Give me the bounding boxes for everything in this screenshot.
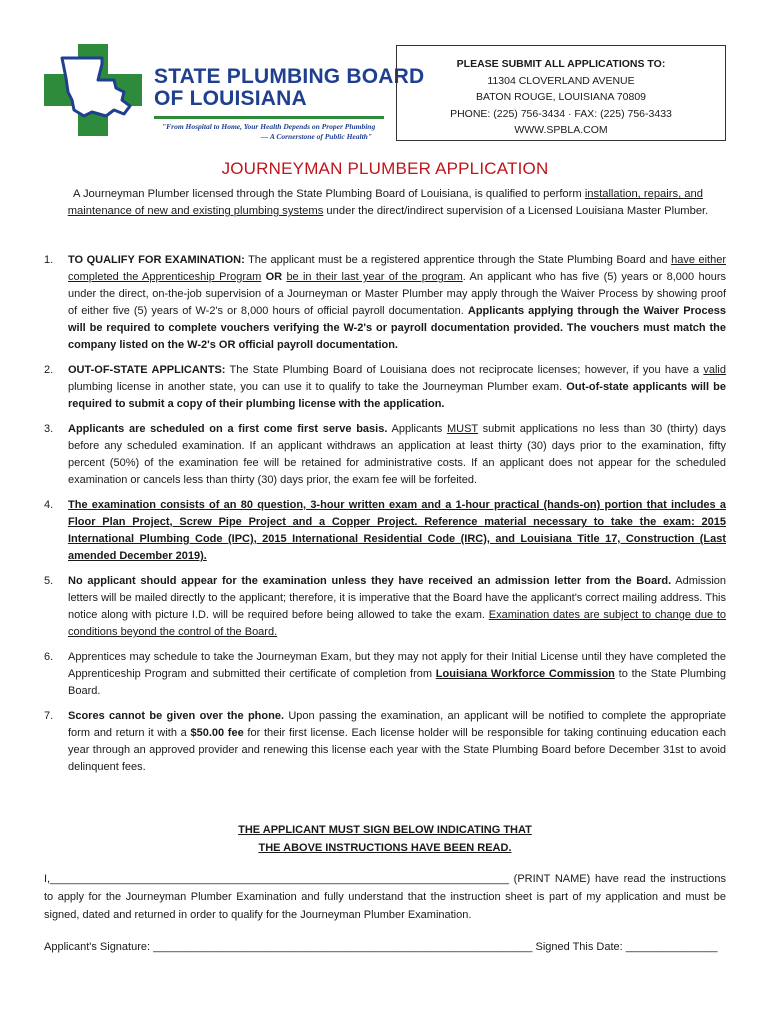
item-text: submit applications no less than 30 (thirty) days before any scheduled examination. If an applicant withdraws an application at least thirty (30) days prior to the examination, fifty percent (50%) of the examination fee will be retained for administrative costs. If an applicant does not appear for the scheduled examination or cancels less than thirty (30) days prior, the exam fee will be forfeited. [68,423,726,486]
contact-address2: BATON ROUGE, LOUISIANA 70809 [475,91,646,103]
item-bold-underlined: Louisiana Workforce Commission [435,668,615,680]
instruction-item-5 [44,573,726,641]
print-name-field[interactable]: ___________________________________________________________________________ [50,873,509,885]
instruction-item-7 [44,708,726,776]
item-bold: OR [265,271,283,283]
item-text: The applicant must be a registered apprentice through the State Plumbing Board and [244,254,672,266]
item-number: 3. [44,423,54,435]
item-bold-underlined: The examination consists of an 80 question, 3-hour written exam and a 1-hour practical (hands-on) portion that includes a Floor Plan Project, Screw Pipe Project and a Copper Project. Reference material necessary to take the exam: 2015 International Plumbing Code (IPC), 2015 International Residential Code (IRC), and Louisiana Title 17, Construction (Last amended December 2019). [68,499,726,562]
item-bold: $50.00 fee [190,727,244,739]
page-title: JOURNEYMAN PLUMBER APPLICATION [221,159,549,178]
instruction-item-1 [44,252,726,354]
item-text: The State Plumbing Board of Louisiana does not reciprocate licenses; however, if you have a [225,364,704,376]
ack-text: (PRINT NAME) have read the instructions to apply for the Journeyman Plumber Examination and fully understand that the instruction sheet is part of my application and must be signed, dated and returned in order to qualify for the Journeyman Plumber Examination. [44,873,726,921]
item-bold: TO QUALIFY FOR EXAMINATION: [68,254,245,266]
item-bold: Out-of-state applicants will be required to submit a copy of their plumbing license with the application. [68,381,726,410]
intro-part1: A Journeyman Plumber licensed through the State Plumbing Board of Louisiana, is qualified to perform [73,188,585,200]
instruction-item-3 [44,421,726,489]
item-number: 6. [44,651,54,663]
item-text: for their first license. Each license holder will be responsible for taking continuing education each year through an approved provider and renewing this license each year with the State Plumbing Board before December 31st to avoid delinquent fees. [68,727,727,773]
logo-tagline-line2: — A Cornerstone of Public Health" [260,132,372,141]
sign-heading [0,821,770,857]
item-number: 7. [44,710,54,722]
item-underlined: be in their last year of the program [286,271,463,283]
item-number: 1. [44,254,54,266]
contact-address1: 11304 CLOVERLAND AVENUE [487,74,635,87]
board-logo [44,44,425,142]
instruction-item-6 [44,649,726,700]
item-bold: Scores cannot be given over the phone. [68,710,285,722]
instruction-list [44,252,726,784]
item-underlined: have either completed the Apprenticeship Program [68,254,726,283]
item-text: . An applicant who has five (5) years or 8,000 hours under the direct, on-the-job supervision of a Journeyman or Master Plumber may apply through the Waiver Process by showing proof of either five (5) years of W-2's or 8,000 hours of official payroll documentation. [68,271,726,317]
intro-underlined: installation, repairs, and maintenance of new and existing plumbing systems [67,188,703,217]
item-number: 5. [44,575,54,587]
acknowledgement-paragraph [44,870,726,924]
signature-line [44,938,734,956]
item-text: Applicants [387,423,447,435]
item-number: 2. [44,364,54,376]
item-bold: Applicants are scheduled on a first come first serve basis. [68,423,388,435]
signed-date-label: Signed This Date: [532,941,626,953]
intro-part2: under the direct/indirect supervision of a Licensed Louisiana Master Plumber. [323,205,709,217]
logo-divider [154,116,384,119]
item-text: Upon passing the examination, an applicant will be notified to complete the appropriate form and return it with a [68,710,727,739]
item-bold: Applicants applying through the Waiver Process will be required to complete vouchers verifying the W-2's or payroll documentation provided. The vouchers must match the company listed on the W-2's OR official payroll documentation. [68,305,726,351]
logo-tagline-line1: "From Hospital to Home, Your Health Depends on Proper Plumbing [162,122,376,131]
item-text: Apprentices may schedule to take the Journeyman Exam, but they may not apply for their Initial License until they have completed the Apprenticeship Program and submitted their certificate of completion from [68,651,726,680]
signature-label: Applicant's Signature: [44,941,151,953]
item-underlined: MUST [446,423,478,435]
item-bold: No applicant should appear for the examination unless they have received an admission letter from the Board. [68,575,672,587]
instruction-item-2 [44,362,726,413]
intro-paragraph [62,186,714,220]
item-text: to the State Plumbing Board. [68,668,727,697]
item-underlined: valid [703,364,726,376]
logo-tagline [162,122,402,142]
sign-heading-line1: THE APPLICANT MUST SIGN BELOW INDICATING THAT [238,824,532,836]
signed-date-field[interactable]: _______________ [625,941,718,953]
item-underlined: Examination dates are subject to change due to conditions beyond the control of the Board. [68,609,727,638]
contact-heading: PLEASE SUBMIT ALL APPLICATIONS TO: [456,58,666,70]
logo-name-line2: OF LOUISIANA [154,87,307,110]
item-text: plumbing license in another state, you can use it to qualify to take the Journeyman Plumber exam. [68,381,567,393]
item-number: 4. [44,499,54,511]
contact-phone: PHONE: (225) 756-3434 · FAX: (225) 756-3433 [450,107,672,120]
louisiana-cross-logo-icon [44,44,154,136]
ack-prefix: I, [44,873,51,885]
item-bold: OUT-OF-STATE APPLICANTS: [68,364,226,376]
logo-name-line1: STATE PLUMBING BOARD [154,65,425,88]
contact-website: WWW.SPBLA.COM [514,124,608,136]
sign-heading-line2: THE ABOVE INSTRUCTIONS HAVE BEEN READ. [258,842,512,854]
item-text: Admission letters will be mailed directly to the applicant; therefore, it is imperative that the Board have the applicant's correct mailing address. This notice along with picture I.D. will be required before being allowed to take the exam. [68,575,726,621]
signature-field[interactable]: ______________________________________________________________ [150,941,533,953]
instruction-item-4 [44,497,726,565]
contact-box [396,45,726,141]
